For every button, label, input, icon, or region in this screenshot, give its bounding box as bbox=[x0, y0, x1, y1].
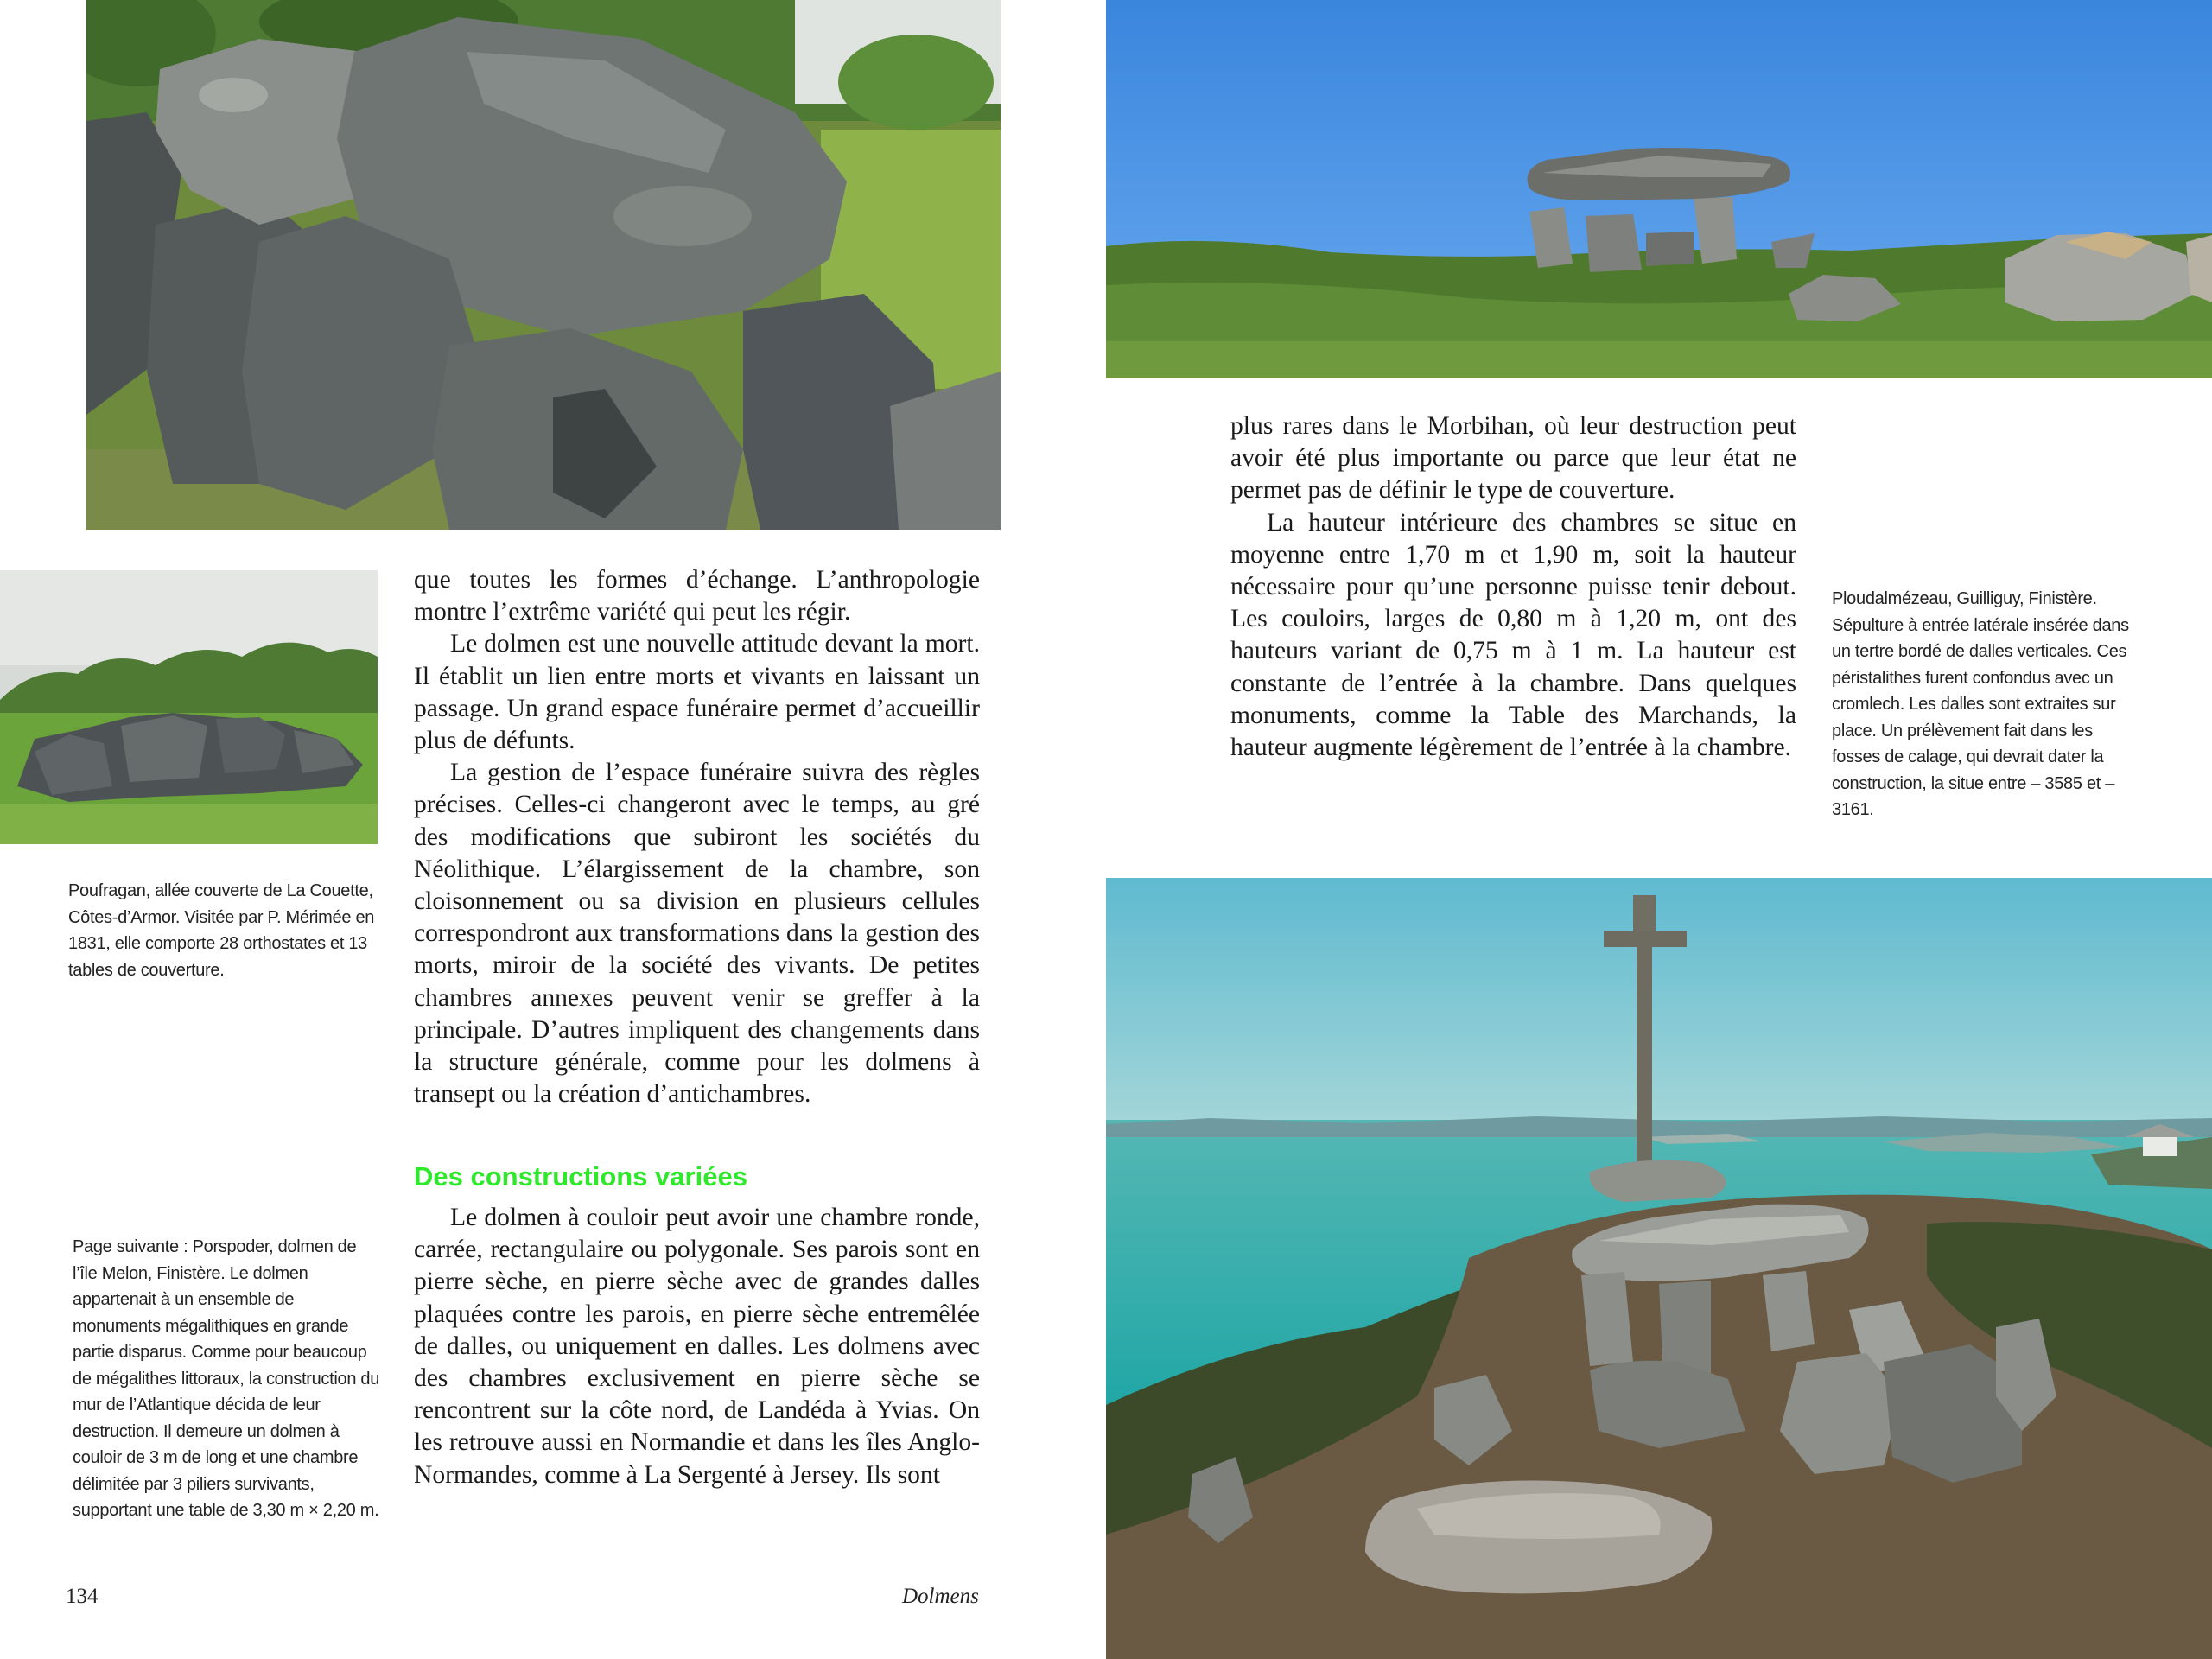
paragraph: plus rares dans le Morbihan, où leur destruction peut avoir été plus importante ou parce que leur état ne permet pas de définir le type de couverture. bbox=[1230, 412, 1796, 505]
paragraph: Le dolmen à couloir peut avoir une chambre ronde, carrée, rectangulaire ou polygonale. Ses parois sont en pierre sèche, en pierre sèche avec de grandes dalles plaquées contre les parois, en pierre sèche entremêlée de dalles, ou uniquement en dalles. Les dolmens avec des chambres exclusivement en pierre sèche se rencontrent sur la côte nord, de Landéda à Yvias. On les retrouve aussi en Normandie et dans les îles Anglo-Normandes, comme à La Sergenté à Jersey. Ils sont bbox=[414, 1204, 980, 1489]
paragraph: La gestion de l’espace funéraire suivra des règles précises. Celles-ci changeront avec le temps, au gré des modifications que subiront les sociétés du Néolithique. L’élargissement de la chambre, son cloisonnement ou sa division en plusieurs cellules correspondront aux transformations dans la gestion des morts, miroir de la société des vivants. De petites chambres annexes peuvent venir se greffer à la principale. D’autres impliquent des changements dans la structure générale, comme pour les dolmens à transept ou la création d’antichambres. bbox=[414, 759, 980, 1109]
running-title: Dolmens bbox=[902, 1585, 979, 1608]
paragraph: que toutes les formes d’échange. L’anthropologie montre l’extrême variété qui peut les régir. bbox=[414, 566, 980, 626]
caption-guilliguy: Ploudalmézeau, Guilliguy, Finistère. Sépulture à entrée latérale insérée dans un tertre bordé de dalles verticales. Ces péristalithes furent confondus avec un cromlech. Les dalles sont extraites sur place. Un prélèvement fait dans les fosses de calage, qui devrait dater la construction, la situe entre – 3585 et –3161. bbox=[1832, 589, 2129, 819]
paragraph: Le dolmen est une nouvelle attitude devant la mort. Il établit un lien entre morts et vivants en laissant un passage. Un grand espace funéraire permet d’accueillir plus de défunts. bbox=[414, 630, 980, 755]
caption-ile-melon: Page suivante : Porspoder, dolmen de l’île Melon, Finistère. Le dolmen appartenait à un ensemble de monuments mégalithiques en grande partie disparus. Comme pour beaucoup de mégalithes littoraux, la construction du mur de l’Atlantique décida de leur destruction. Il demeure un dolmen à couloir de 3 m de long et une chambre délimitée par 3 piliers survivants, supportant une table de 3,30 m × 2,20 m. bbox=[73, 1237, 380, 1520]
section-heading: Des constructions variées bbox=[414, 1161, 747, 1192]
left-body-text bbox=[414, 564, 980, 1110]
caption-la-couette: Poufragan, allée couverte de La Couette, Côtes-d’Armor. Visitée par P. Mérimée en 1831, elle comporte 28 orthostates et 13 tables de couverture. bbox=[68, 881, 375, 980]
photo-la-couette-alley bbox=[0, 570, 378, 844]
photo-guilliguy-dolmen bbox=[1106, 0, 2212, 378]
photo-ile-melon-dolmen bbox=[1106, 878, 2212, 1659]
right-body-text bbox=[1230, 410, 1796, 764]
page-number: 134 bbox=[66, 1585, 99, 1608]
left-section-text bbox=[414, 1202, 980, 1491]
photo-la-couette-boulders bbox=[86, 0, 1001, 530]
paragraph: La hauteur intérieure des chambres se situe en moyenne entre 1,70 m et 1,90 m, soit la hauteur nécessaire pour qu’une personne puisse tenir debout. Les couloirs, larges de 0,80 m à 1,20 m, ont des hauteurs variant de 0,75 m à 1 m. La hauteur est constante de l’entrée à la chambre. Dans quelques monuments, comme la Table des Marchands, la hauteur augmente légèrement de l’entrée à la chambre. bbox=[1230, 508, 1796, 762]
